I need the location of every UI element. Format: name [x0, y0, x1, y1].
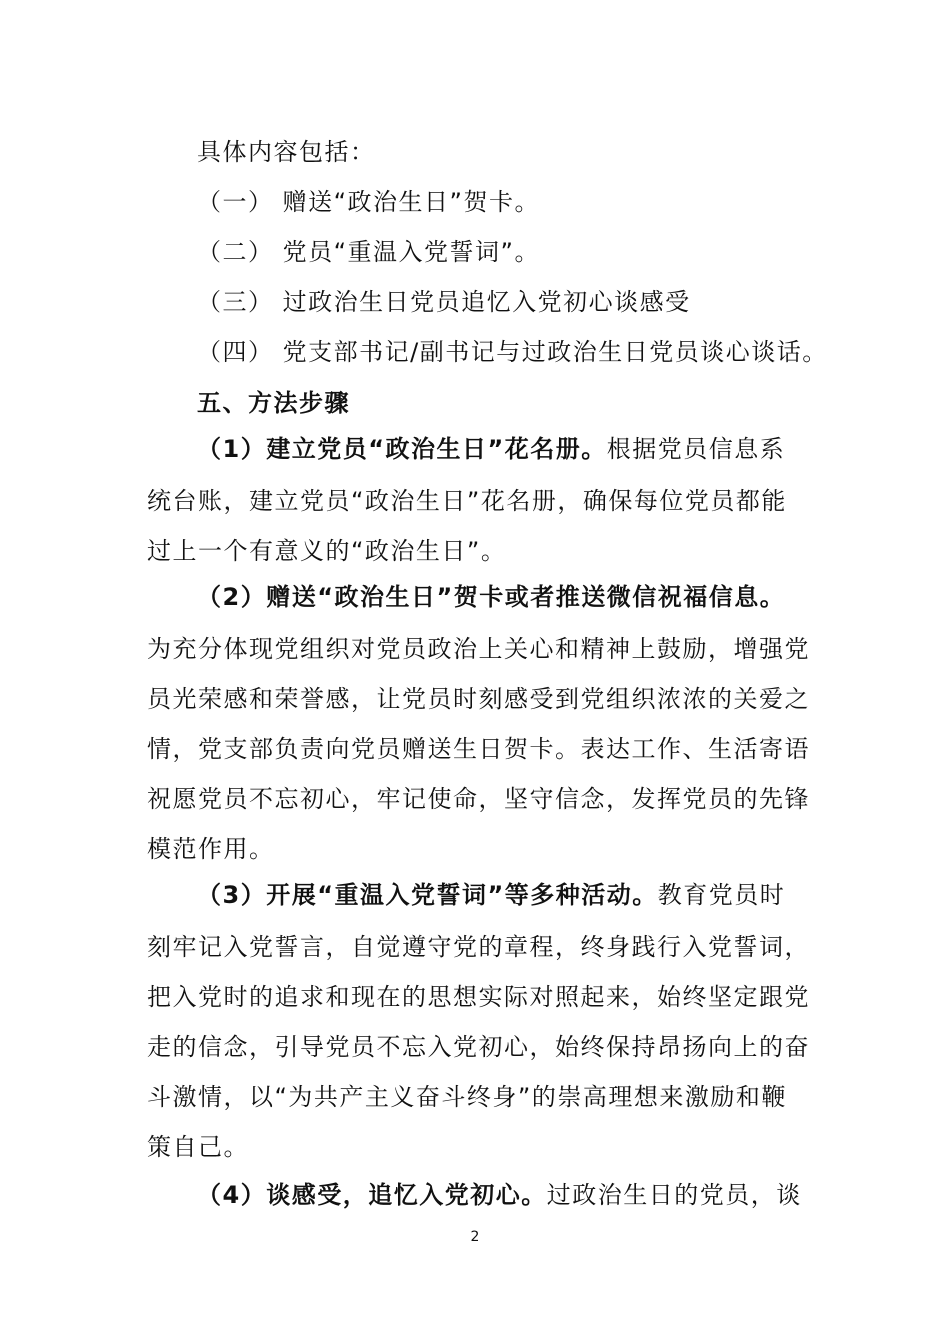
- page-number: 2: [470, 1229, 480, 1245]
- paragraph-line: 把入党时的追求和现在的思想实际对照起来，始终坚定跟党: [147, 983, 810, 1011]
- intro-text: 具体内容包括：: [197, 138, 376, 166]
- paragraph-line: 过上一个有意义的“政治生日”。: [147, 537, 507, 565]
- step-4-line: [197, 1180, 867, 1210]
- step-1-text: 根据党员信息系: [606, 435, 786, 463]
- paragraph-line: 祝愿党员不忘初心，牢记使命，坚守信念，发挥党员的先锋: [147, 785, 810, 813]
- step-2-title: （2）赠送“政治生日”贺卡或者推送微信祝福信息。: [197, 583, 786, 611]
- list-item-3: （三） 过政治生日党员追忆入党初心谈感受: [197, 288, 691, 316]
- list-item-4: （四） 党支部书记/副书记与过政治生日党员谈心谈话。: [197, 338, 828, 366]
- paragraph-line: 员光荣感和荣誉感，让党员时刻感受到党组织浓浓的关爱之: [147, 685, 810, 713]
- section-heading: 五、方法步骤: [197, 389, 350, 417]
- step-4-title: （4）谈感受，追忆入党初心。: [197, 1181, 547, 1209]
- paragraph-line: 模范作用。: [147, 835, 275, 863]
- step-3-title: （3）开展“重温入党誓词”等多种活动。: [197, 881, 658, 909]
- step-1-line: [197, 434, 867, 464]
- paragraph-line: 为充分体现党组织对党员政治上关心和精神上鼓励，增强党: [147, 635, 810, 663]
- paragraph-line: 统台账，建立党员“政治生日”花名册，确保每位党员都能: [147, 487, 787, 515]
- paragraph-line: 走的信念，引导党员不忘入党初心，始终保持昂扬向上的奋: [147, 1033, 810, 1061]
- paragraph-line: 刻牢记入党誓言，自觉遵守党的章程，终身践行入党誓词，: [147, 933, 810, 961]
- paragraph-line: 斗激情，以“为共产主义奋斗终身”的崇高理想来激励和鞭: [147, 1083, 787, 1111]
- paragraph-line: 情，党支部负责向党员赠送生日贺卡。表达工作、生活寄语: [147, 735, 810, 763]
- step-4-text: 过政治生日的党员，谈: [546, 1181, 802, 1209]
- step-3-line: [197, 880, 867, 910]
- paragraph-line: 策自己。: [147, 1133, 249, 1161]
- list-item-2: （二） 党员“重温入党誓词”。: [197, 238, 540, 266]
- list-item-1: （一） 赠送“政治生日”贺卡。: [197, 188, 540, 216]
- step-3-text: 教育党员时: [657, 881, 786, 909]
- step-1-title: （1）建立党员“政治生日”花名册。: [197, 435, 607, 463]
